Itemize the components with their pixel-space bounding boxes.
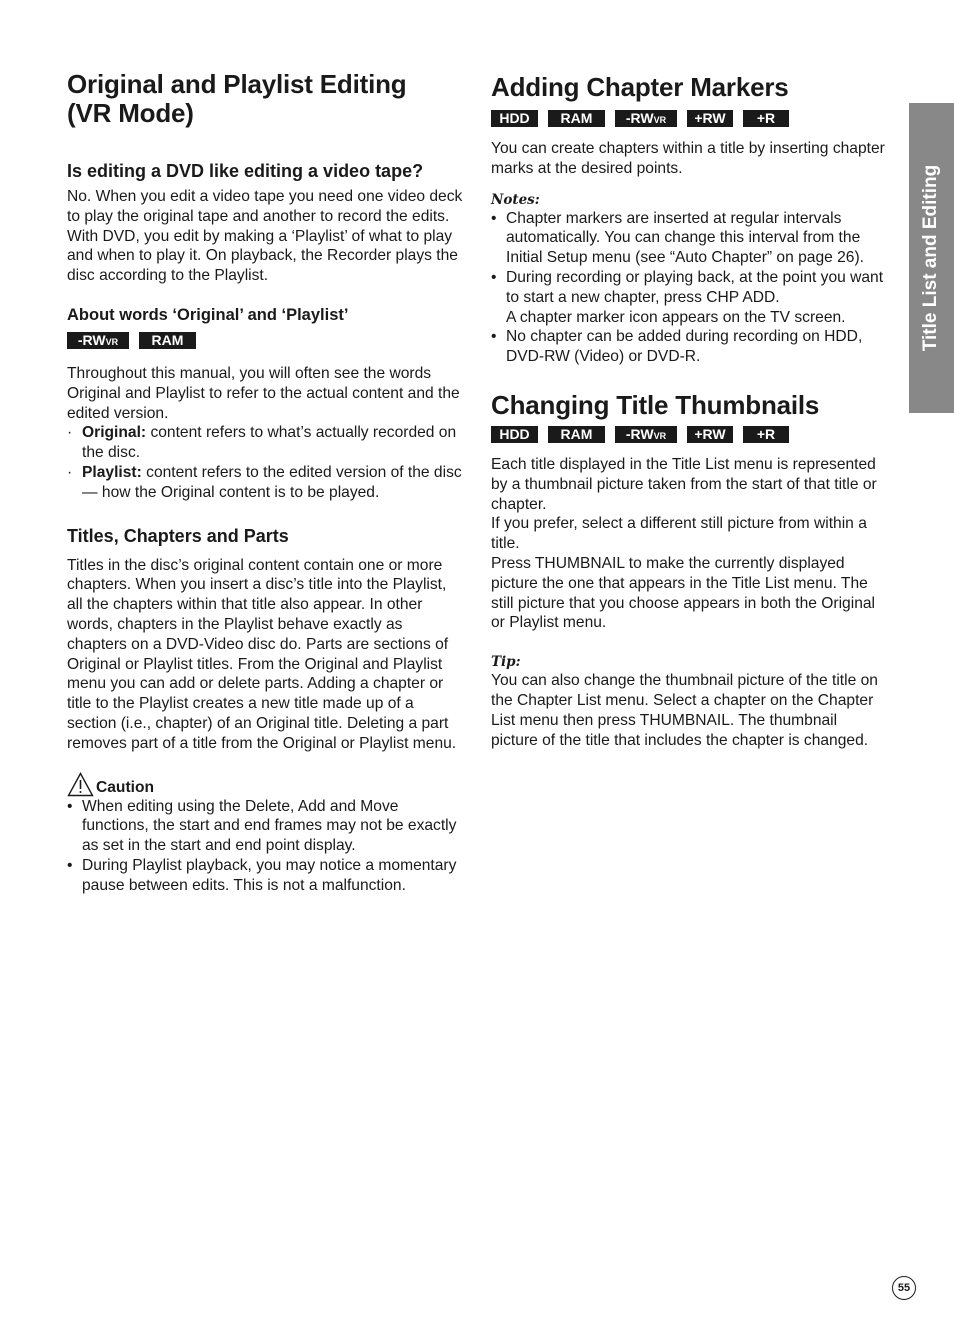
badge-hdd: HDD <box>491 426 538 443</box>
right-column <box>491 70 887 750</box>
titles-chapters-text: Titles in the disc’s original content contain one or more chapters. When you insert a disc’s title into the Playlist, all the chapters within that title also appear. In other words, chapters in the Playlist behave exactly as chapters on a DVD-Video disc do. Parts are sections of Original or Playlist titles. From the Original and Playlist menu you can add or delete parts. Adding a chapter or title to the Playlist creates a new title made up of a section (i.e., chapter) of an Original title. Deleting a part removes part of a title from the Original or Playlist menu. <box>67 556 457 752</box>
caution-list <box>67 797 465 896</box>
list-item: · Playlist: content refers to the edited version of the disc — how the Original content is to be played. <box>67 463 462 501</box>
badge-hdd: HDD <box>491 110 538 127</box>
list-item: • During Playlist playback, you may notice a momentary pause between edits. This is not a malfunction. <box>67 856 457 894</box>
about-words-list <box>67 423 465 502</box>
list-item: · Original: content refers to what’s actually recorded on the disc. <box>67 424 457 462</box>
section-title-chapter-markers: Adding Chapter Markers <box>491 72 789 102</box>
caution-heading: Caution <box>67 772 465 797</box>
list-item: • When editing using the Delete, Add and Move functions, the start and end frames may not be exactly as set in the start and end point display. <box>67 797 457 855</box>
thumbnail-text-1: Each title displayed in the Title List menu is represented by a thumbnail picture taken from the start of that title or chapter. <box>491 455 877 513</box>
editing-question-text: No. When you edit a video tape you need one video deck to play the original tape and another to record the edits. With DVD, you edit by making a ‘Playlist’ of what to play and when to play it. On playback, the Recorder plays the disc according to the Playlist. <box>67 188 463 285</box>
about-badges <box>67 332 465 349</box>
section-title-thumbnails: Changing Title Thumbnails <box>491 389 820 420</box>
notes-label: Notes: <box>491 191 540 208</box>
badge-ram: RAM <box>139 332 196 349</box>
warning-icon <box>67 772 94 797</box>
tip-text: You can also change the thumbnail picture of the title on the Chapter List menu. Select a chapter on the Chapter List menu then press THUMBNAIL. The thumbnail picture of the title that includes the chapter is changed. <box>491 672 878 749</box>
side-tab <box>909 103 954 413</box>
badge-rwvr: -RWVR <box>615 426 677 443</box>
badge-plus-r: +R <box>743 426 789 443</box>
about-words-text: Throughout this manual, you will often see the words Original and Playlist to refer to the actual content and the edited version. <box>67 364 460 422</box>
badge-ram: RAM <box>548 426 605 443</box>
badge-plus-rw: +RW <box>687 426 733 443</box>
chapter-markers-text: You can create chapters within a title by inserting chapter marks at the desired points. <box>491 140 885 177</box>
thumbnail-text-3: Press THUMBNAIL to make the currently displayed picture the one that appears in the Title List menu. The still picture that you choose appears in both the Original or Playlist menu. <box>491 554 876 632</box>
badge-ram: RAM <box>548 110 605 127</box>
chapter-badges <box>491 110 887 127</box>
page-number: 55 <box>892 1276 916 1300</box>
section-title-original-playlist: Original and Playlist Editing (VR Mode) <box>67 69 407 128</box>
left-column <box>67 70 465 896</box>
side-tab-label: Title List and Editing <box>920 164 941 352</box>
badge-plus-r: +R <box>743 110 789 127</box>
list-item: • During recording or playing back, at the point you want to start a new chapter, press CHP ADD. A chapter marker icon appears on the TV screen. <box>491 268 884 326</box>
thumbnail-text-2: If you prefer, select a different still picture from within a title. <box>491 515 867 553</box>
notes-list <box>491 209 887 367</box>
badge-rwvr: -RWVR <box>67 332 129 349</box>
tip-label: Tip: <box>491 654 521 671</box>
badge-rwvr: -RWVR <box>615 110 677 127</box>
list-item: • Chapter markers are inserted at regular intervals automatically. You can change this interval from the Initial Setup menu (see “Auto Chapter” on page 26). <box>491 209 865 267</box>
heading-titles-chapters-parts: Titles, Chapters and Parts <box>67 525 289 546</box>
badge-plus-rw: +RW <box>687 110 733 127</box>
heading-about-words: About words ‘Original’ and ‘Playlist’ <box>67 305 349 324</box>
thumbnail-badges <box>491 426 887 443</box>
heading-editing-question: Is editing a DVD like editing a video tape? <box>67 161 424 181</box>
list-item: • No chapter can be added during recording on HDD, DVD-RW (Video) or DVD-R. <box>491 328 863 366</box>
